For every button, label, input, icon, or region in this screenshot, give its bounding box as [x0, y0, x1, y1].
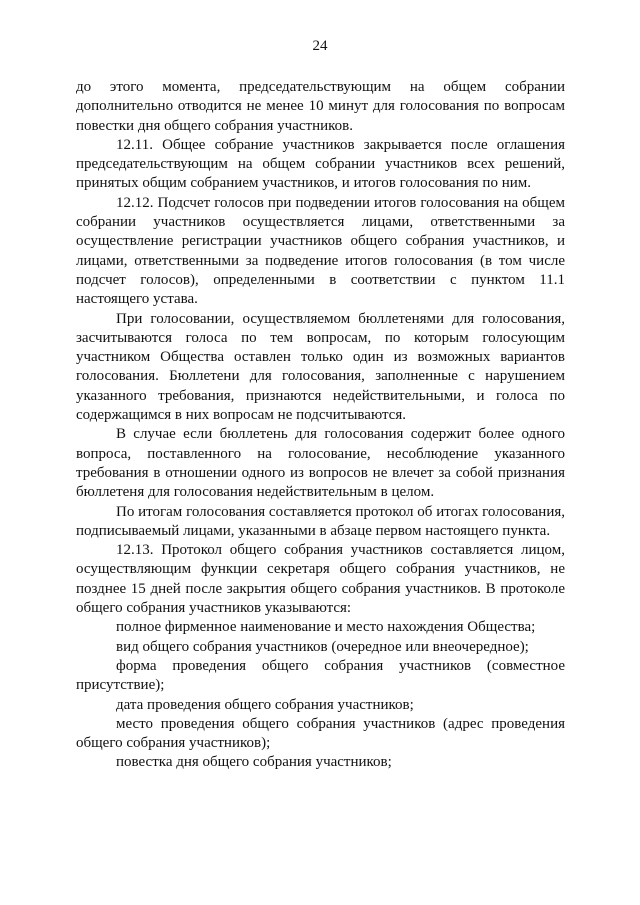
paragraph: В случае если бюллетень для голосования содержит более одного вопроса, поставленного на голосование, несоблюдение указанного требования в отношении одного из вопросов не влечет за собой признания бюллетеня для голосования недействительным в целом.	[76, 426, 565, 501]
list-item: место проведения общего собрания участников (адрес проведения общего собрания участников);	[76, 715, 565, 752]
paragraph: 12.13. Протокол общего собрания участников составляется лицом, осуществляющим функции секретаря общего собрания участников, не позднее 15 дней после закрытия общего собрания участников. В протоколе общего собрания участников указываются:	[76, 542, 565, 617]
list-item: дата проведения общего собрания участников;	[116, 696, 414, 713]
list-item: форма проведения общего собрания участников (совместное присутствие);	[76, 657, 565, 694]
list-item: полное фирменное наименование и место нахождения Общества;	[116, 619, 536, 636]
list-item: вид общего собрания участников (очередное или внеочередное);	[116, 638, 529, 655]
list-item: повестка дня общего собрания участников;	[116, 754, 392, 771]
paragraph: По итогам голосования составляется протокол об итогах голосования, подписываемый лицами, указанными в абзаце первом настоящего пункта.	[76, 503, 565, 539]
paragraph: 12.11. Общее собрание участников закрывается после оглашения председательствующим на общем собрании участников всех решений, принятых общим собранием участников, и итогов голосования по ним.	[76, 136, 565, 192]
page-number: 24	[312, 38, 328, 54]
document-body	[76, 78, 565, 773]
paragraph: 12.12. Подсчет голосов при подведении итогов голосования на общем собрании участников осуществляется лицами, ответственными за осуществление регистрации участников общего собрания участников, и лицами, ответственными за подведение итогов голосования (в том числе подсчет голосов), определенными в соответствии с пунктом 11.1 настоящего устава.	[76, 194, 565, 308]
paragraph: до этого момента, председательствующим на общем собрании дополнительно отводится не менее 10 минут для голосования по вопросам повестки дня общего собрания участников.	[76, 79, 565, 134]
paragraph: При голосовании, осуществляемом бюллетенями для голосования, засчитываются голоса по тем вопросам, по которым голосующим участником Общества оставлен только один из возможных вариантов голосования. Бюллетени для голосования, заполненные с нарушением указанного требования, признаются недействительными, и голоса по содержащимся в них вопросам не подсчитываются.	[76, 310, 565, 424]
